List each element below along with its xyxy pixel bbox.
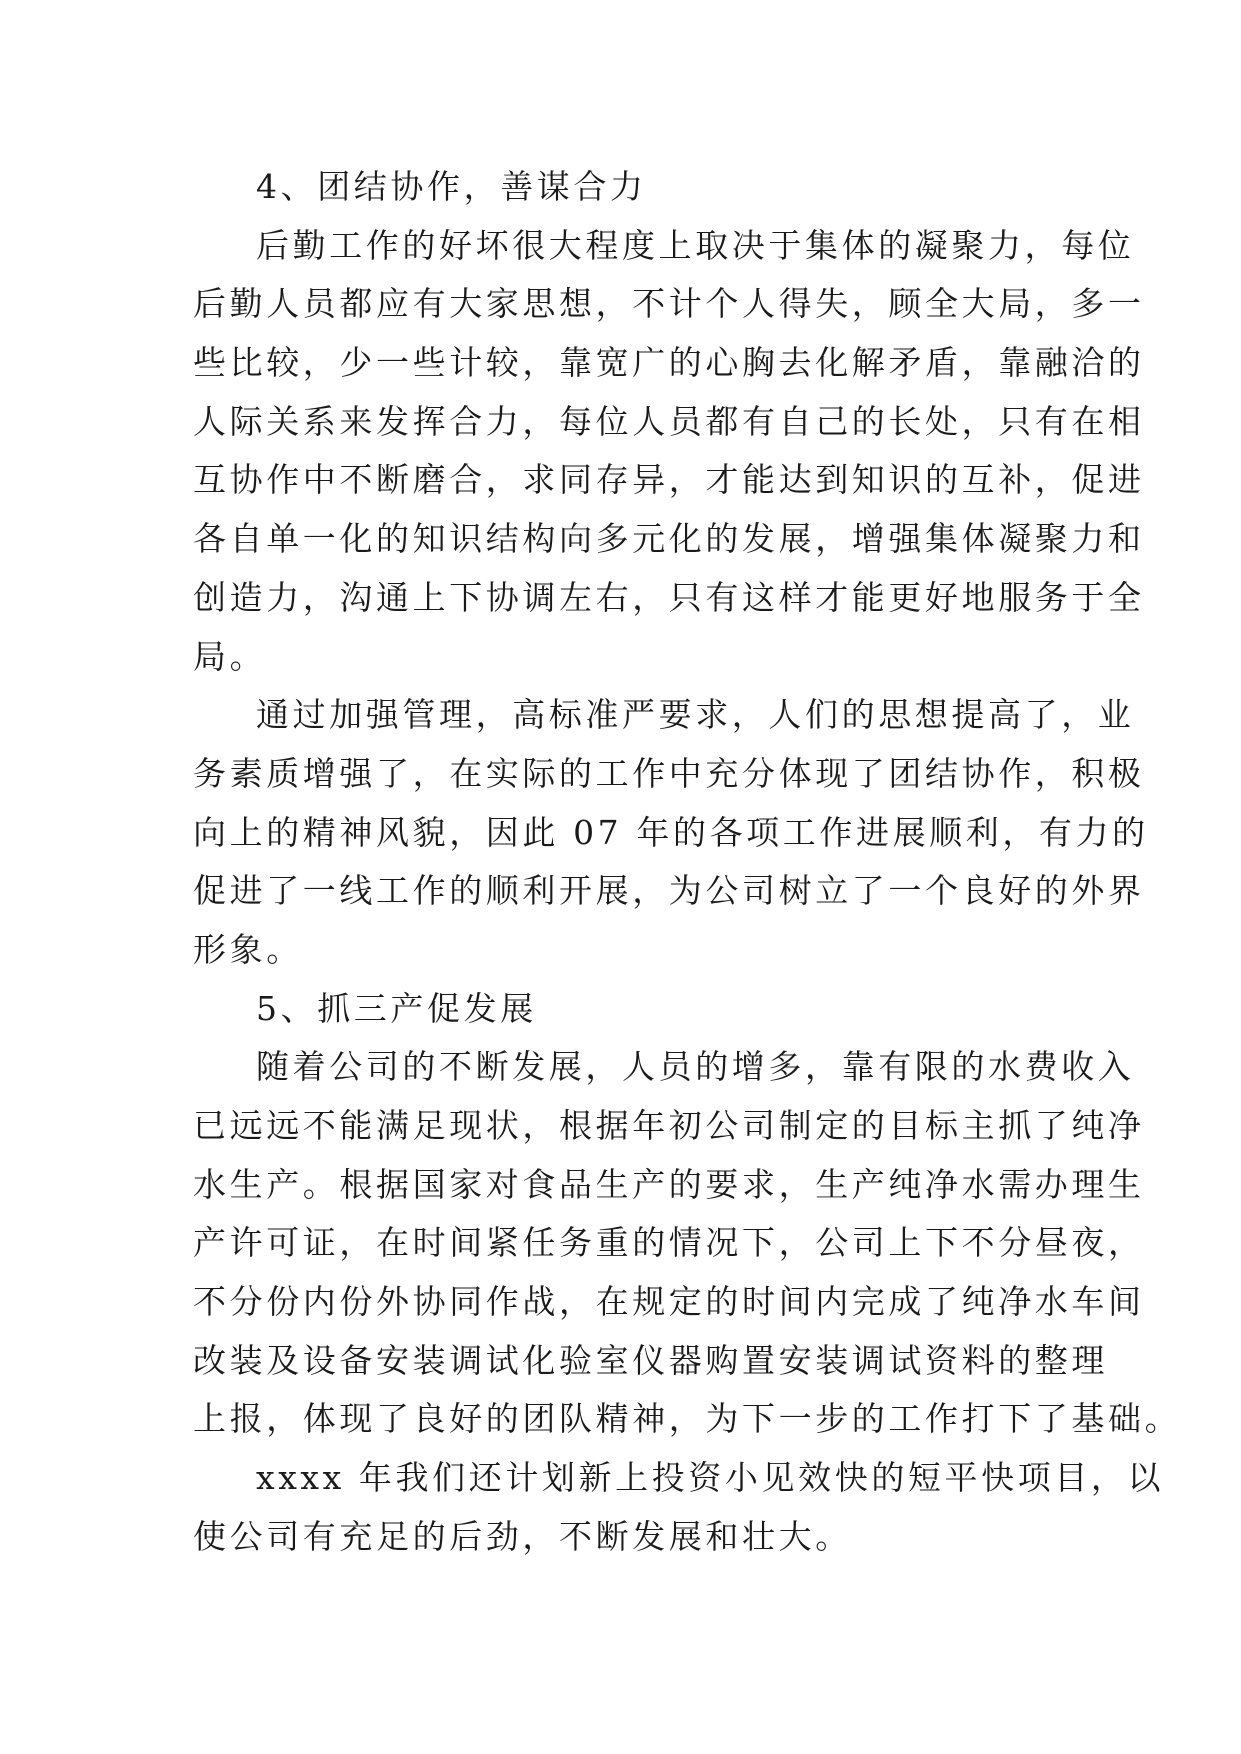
paragraph-line: xxxx 年我们还计划新上投资小见效快的短平快项目，以: [256, 1458, 1165, 1498]
section-heading: 4、团结协作，善谋合力: [256, 167, 647, 206]
paragraph-line: 上报，体现了良好的团队精神，为下一步的工作打下了基础。: [193, 1399, 1182, 1439]
paragraph-line: 已远远不能满足现状，根据年初公司制定的目标主抓了纯净: [193, 1106, 1145, 1145]
paragraph-line: 各自单一化的知识结构向多元化的发展，增强集体凝聚力和: [193, 519, 1145, 559]
paragraph-line: 改装及设备安装调试化验室仪器购置安装调试资料的整理: [193, 1340, 1108, 1380]
section-heading: 5、抓三产促发展: [256, 988, 537, 1028]
paragraph-line: 些比较，少一些计较，靠宽广的心胸去化解矛盾，靠融洽的: [193, 343, 1145, 383]
paragraph-line: 形象。: [193, 929, 303, 969]
paragraph-line: 水生产。根据国家对食品生产的要求，生产纯净水需办理生: [193, 1164, 1145, 1204]
paragraph-line: 产许可证，在时间紧任务重的情况下，公司上下不分昼夜，: [193, 1223, 1145, 1263]
paragraph-line: 务素质增强了，在实际的工作中充分体现了团结协作，积极: [193, 753, 1145, 793]
paragraph-line: 人际关系来发挥合力，每位人员都有自己的长处，只有在相: [193, 401, 1145, 441]
paragraph-line: 通过加强管理，高标准严要求，人们的思想提高了，业: [256, 695, 1135, 735]
paragraph-line: 促进了一线工作的顺利开展，为公司树立了一个良好的外界: [193, 871, 1145, 911]
paragraph-line: 后勤工作的好坏很大程度上取决于集体的凝聚力，每位: [256, 225, 1135, 265]
paragraph-line: 使公司有充足的后劲，不断发展和壮大。: [193, 1516, 852, 1556]
document-body: [193, 158, 1182, 1567]
paragraph-line: 后勤人员都应有大家思想，不计个人得失，顾全大局，多一: [193, 284, 1145, 324]
paragraph-line: 向上的精神风貌，因此 07 年的各项工作进展顺利，有力的: [193, 812, 1149, 852]
paragraph-line: 局。: [193, 636, 267, 676]
paragraph-line: 创造力，沟通上下协调左右，只有这样才能更好地服务于全: [193, 577, 1145, 617]
paragraph-line: 互协作中不断磨合，求同存异，才能达到知识的互补，促进: [193, 460, 1145, 500]
paragraph-line: 不分份内份外协同作战，在规定的时间内完成了纯净水车间: [193, 1282, 1145, 1322]
paragraph-line: 随着公司的不断发展，人员的增多，靠有限的水费收入: [256, 1047, 1135, 1087]
